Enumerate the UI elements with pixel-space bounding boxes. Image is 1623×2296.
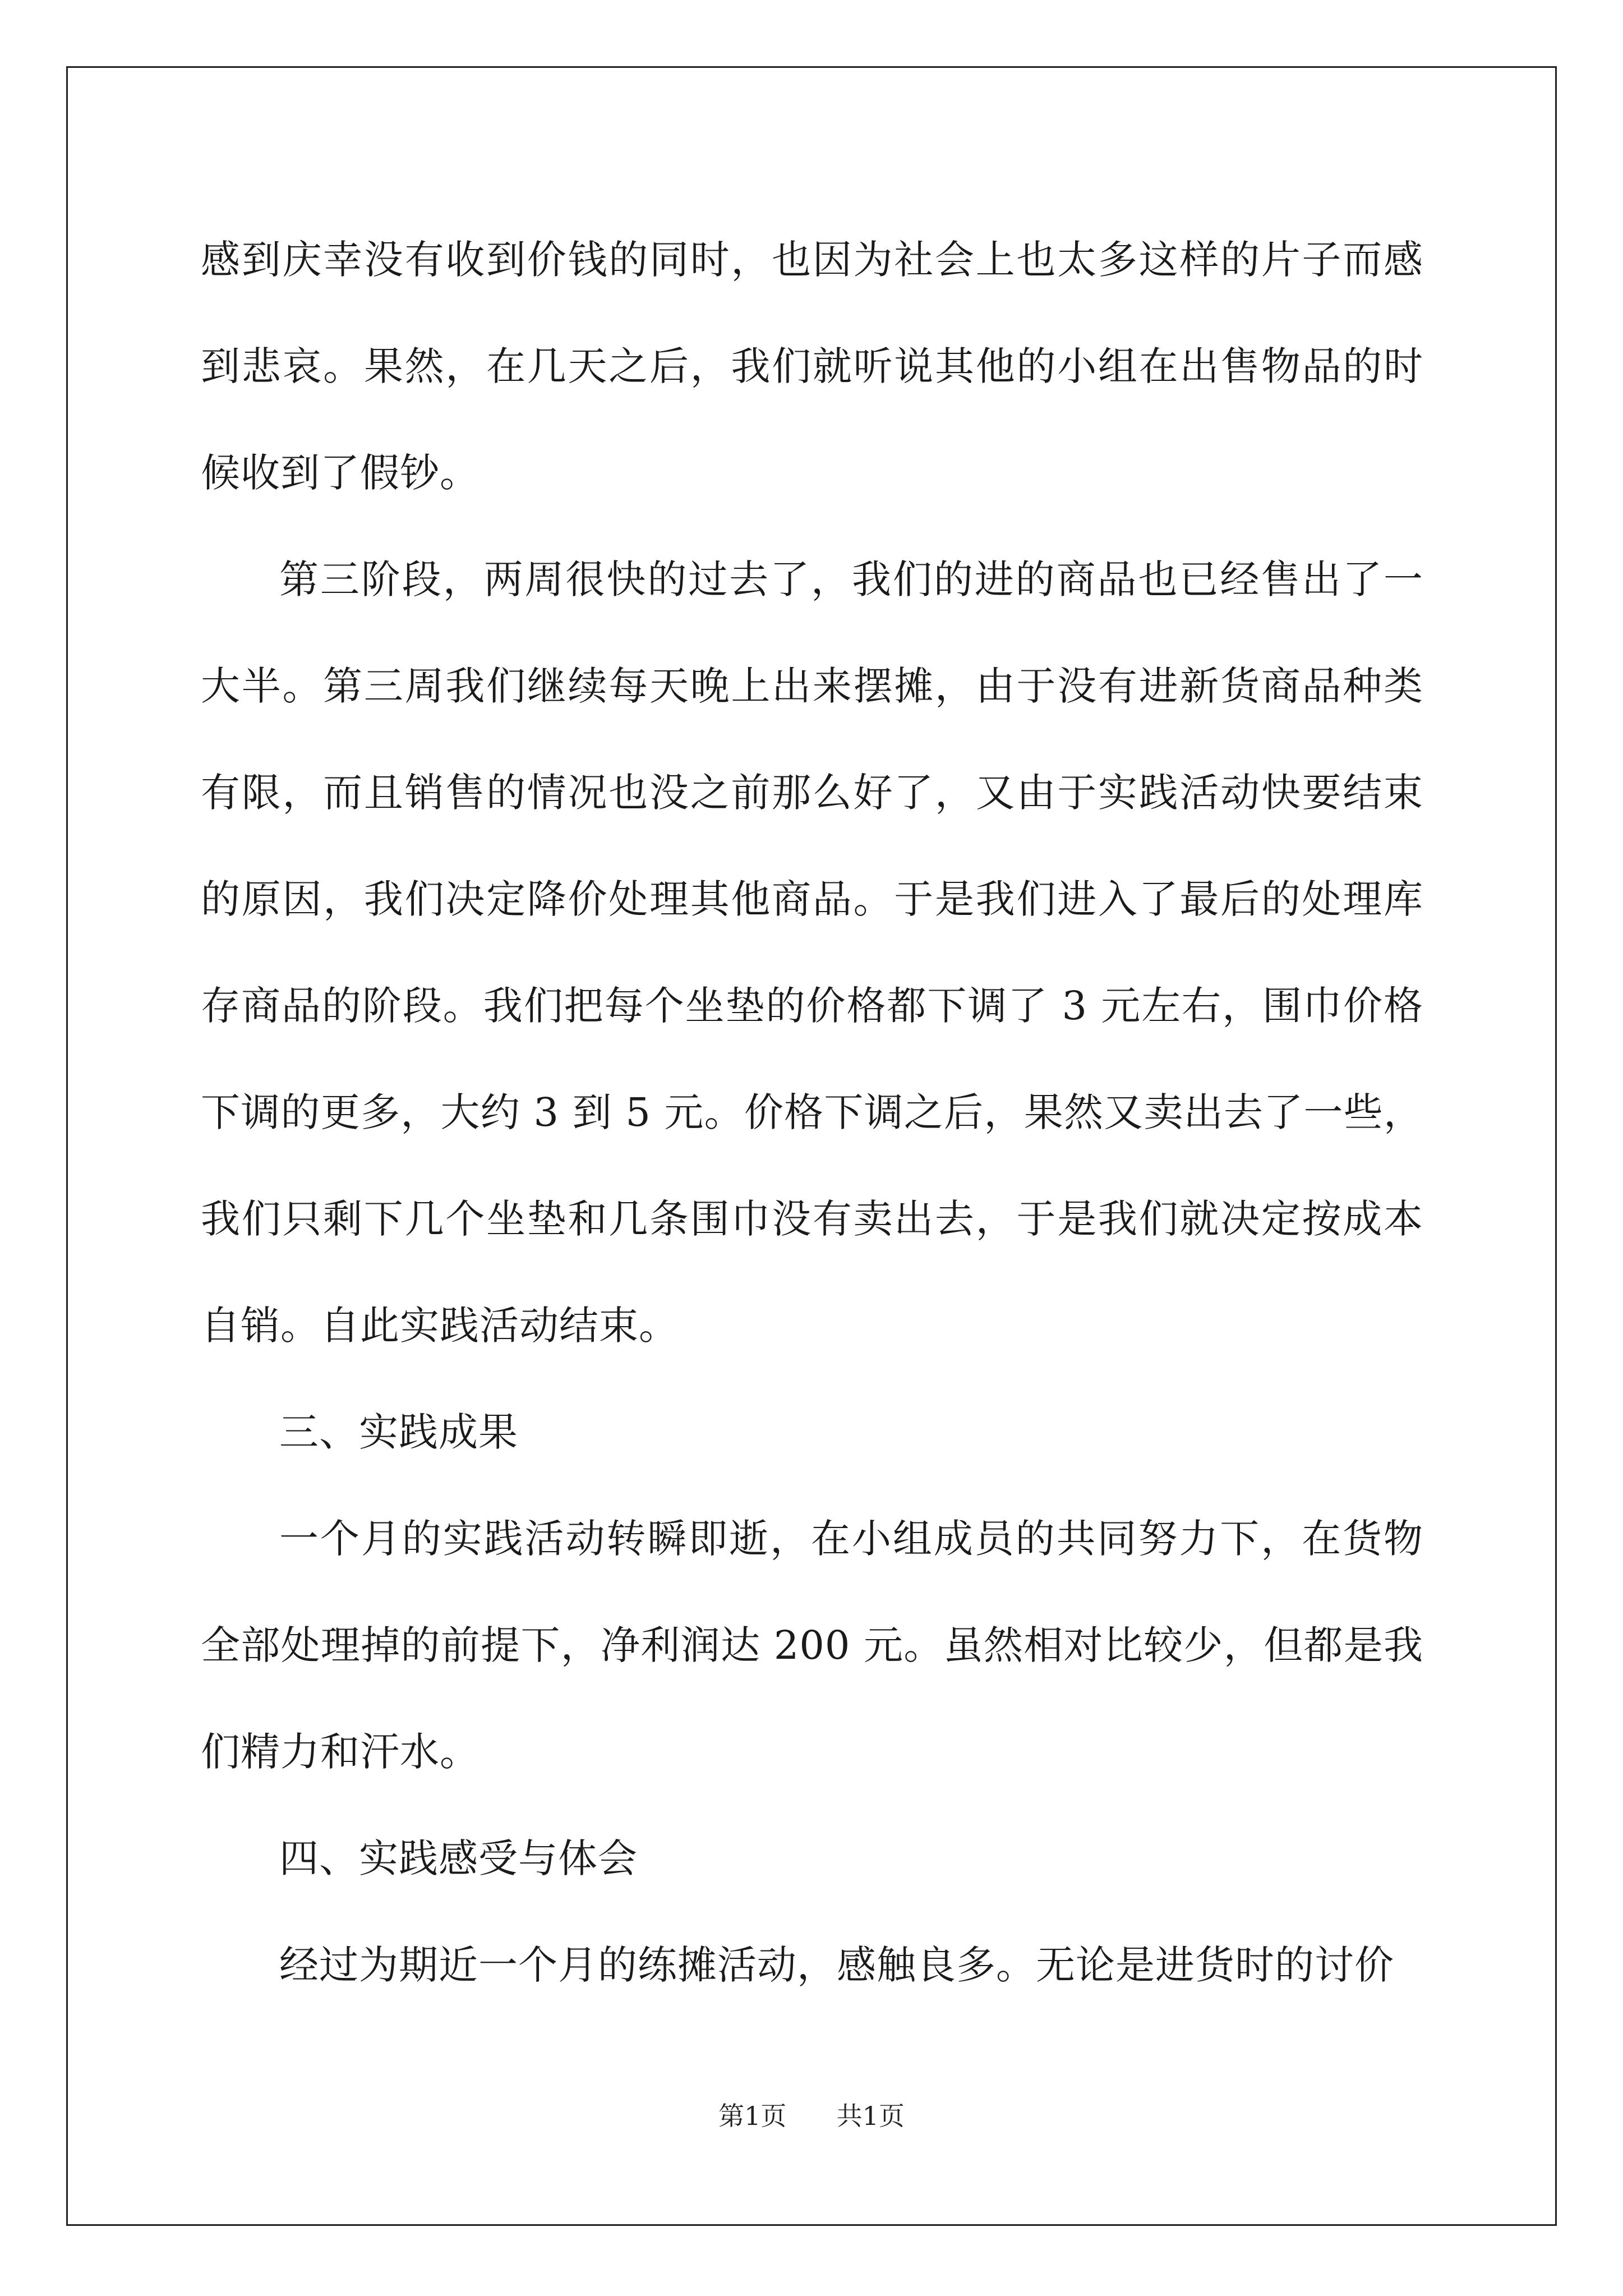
section-heading-reflections: 四、实践感受与体会 xyxy=(279,1835,638,1881)
paragraph-reflections: 经过为期近一个月的练摊活动，感触良多。无论是进货时的讨价 xyxy=(279,1942,1394,1988)
paragraph-results: 一个月的实践活动转瞬即逝，在小组成员的共同努力下，在货物全部处理掉的前提下，净利润达 200 元。虽然相对比较少，但都是我们精力和汗水。 xyxy=(201,1516,1423,1775)
document-body xyxy=(201,206,1423,2018)
page-number-total: 共1页 xyxy=(836,2101,905,2131)
page-footer xyxy=(0,2099,1623,2133)
paragraph-stage-three: 第三阶段，两周很快的过去了，我们的进的商品也已经售出了一大半。第三周我们继续每天晚上出来摆摊，由于没有进新货商品种类有限，而且销售的情况也没之前那么好了，又由于实践活动快要结束的原因，我们决定降价处理其他商品。于是我们进入了最后的处理库存商品的阶段。我们把每个坐垫的价格都下调了 3 元左右，围巾价格下调的更多，大约 3 到 5 元。价格下调之后，果然又卖出去了一些，我们只剩下几个坐垫和几条围巾没有卖出去，于是我们就决定按成本自销。自此实践活动结束。 xyxy=(201,556,1423,1349)
page-number-current: 第1页 xyxy=(718,2101,787,2131)
section-heading-results: 三、实践成果 xyxy=(279,1409,518,1455)
paragraph-continuation: 感到庆幸没有收到价钱的同时，也因为社会上也太多这样的片子而感到悲哀。果然，在几天之后，我们就听说其他的小组在出售物品的时候收到了假钞。 xyxy=(201,237,1423,496)
